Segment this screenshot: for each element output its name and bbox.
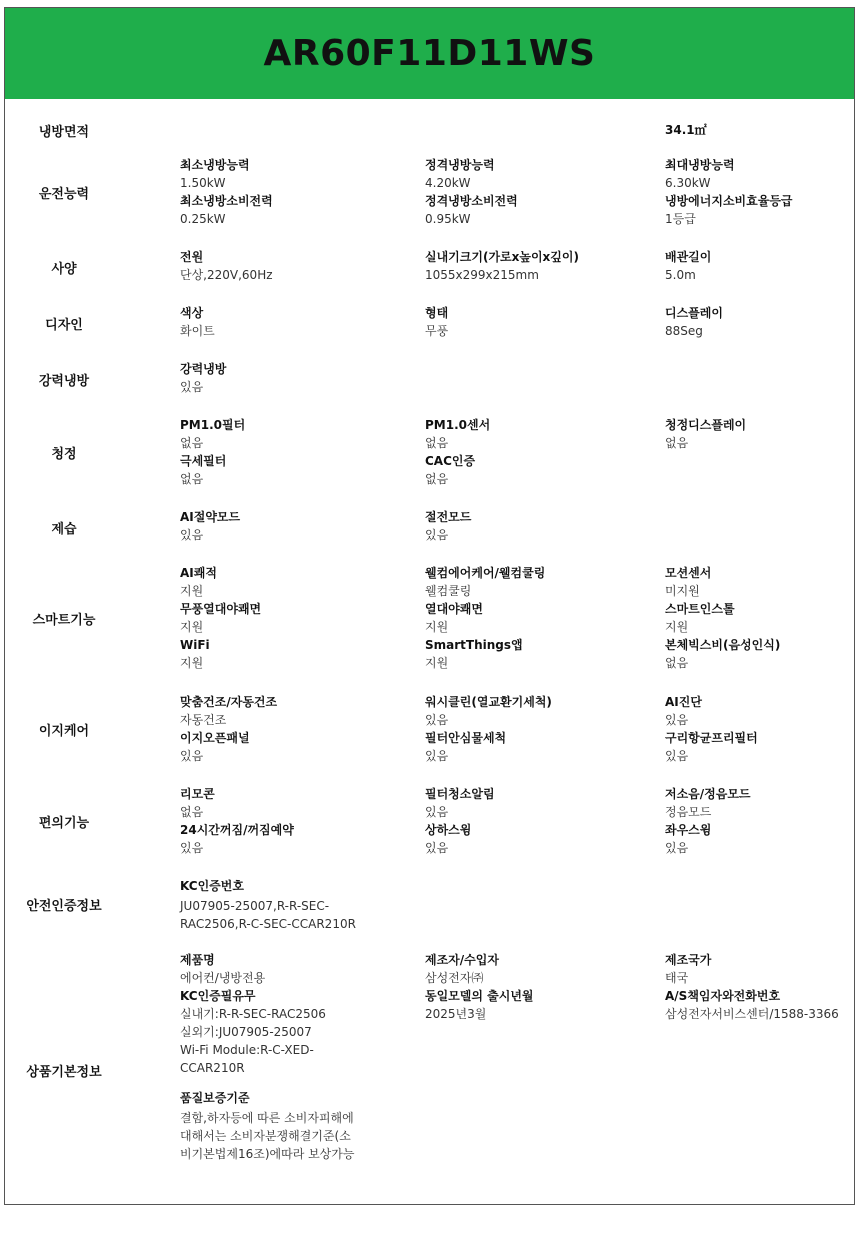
row-label: 냉방면적 [38,125,90,140]
spec-value: Wi-Fi Module:R-C-XED-CCAR210R [180,1043,314,1075]
spec-title: 극세필터 [180,454,227,468]
spec-value: 1055x299x215mm [425,268,539,282]
spec-value: 4.20kW [425,176,471,190]
spec-title: 좌우스윙 [665,823,712,837]
spec-value: 없음 [425,472,449,486]
row-label: 이지케어 [38,724,90,739]
spec-cell [180,785,380,857]
spec-title: AI절약모드 [180,510,241,524]
row-label: 사양 [51,262,77,277]
spec-value: 화이트 [180,324,215,338]
spec-cell [180,156,380,228]
spec-value: 지원 [180,656,204,670]
spec-value: 0.95kW [425,212,471,226]
spec-cell [425,508,625,544]
spec-title: 열대야쾌면 [425,602,483,616]
spec-value: 있음 [180,841,204,855]
spec-cell [665,693,851,765]
spec-cell [665,156,851,228]
spec-title: 제품명 [180,953,215,967]
spec-cell [180,564,380,672]
spec-title: 본체빅스비(음성인식) [665,638,781,652]
spec-title: 청정디스플레이 [665,418,747,432]
spec-title: 정격냉방소비전력 [425,194,518,208]
row-label: 안전인증정보 [26,899,102,914]
spec-value: 실외기:JU07905-25007 [180,1025,312,1039]
spec-title: 강력냉방 [180,362,227,376]
spec-cell [425,416,625,488]
spec-cell [180,877,380,933]
row-label: 편의기능 [38,816,90,831]
spec-value: 1등급 [665,212,696,226]
spec-cell [665,416,851,452]
row-label: 디자인 [45,318,83,333]
model-header [5,8,854,99]
spec-value: 태국 [665,971,689,985]
spec-title: PM1.0센서 [425,418,491,432]
spec-value: 0.25kW [180,212,226,226]
spec-value: 5.0m [665,268,696,282]
spec-title: 웰컴에어케어/웰컴쿨링 [425,566,546,580]
spec-cell [665,951,851,1023]
spec-value: 있음 [425,841,449,855]
row-label: 운전능력 [38,187,90,202]
spec-title: 디스플레이 [665,306,723,320]
spec-title: 구리항균프리필터 [665,731,758,745]
spec-title: CAC인증 [425,454,476,468]
spec-cell [425,248,625,284]
spec-cell [425,304,625,340]
spec-title: 최소냉방능력 [180,158,250,172]
row-label: 스마트기능 [32,613,96,628]
spec-cell [180,304,380,340]
spec-title: 저소음/정음모드 [665,787,751,801]
spec-title: 리모콘 [180,787,215,801]
spec-value: 지원 [425,656,449,670]
spec-value: 6.30kW [665,176,711,190]
spec-title: 모션센서 [665,566,712,580]
spec-title: 배관길이 [665,250,712,264]
spec-title: 워시클린(열교환기세척) [425,695,552,709]
spec-title: 정격냉방능력 [425,158,495,172]
spec-title: AI진단 [665,695,702,709]
spec-value: 정음모드 [665,805,712,819]
spec-title: 스마트인스톨 [665,602,735,616]
spec-title: 맞춤건조/자동건조 [180,695,278,709]
spec-title: 절전모드 [425,510,472,524]
spec-value: 없음 [425,436,449,450]
spec-title: 색상 [180,306,204,320]
spec-value: 2025년3월 [425,1007,487,1021]
spec-value: 무풍 [425,324,449,338]
spec-value: 지원 [665,620,689,634]
spec-title: WiFi [180,638,210,652]
row-label: 강력냉방 [38,374,90,389]
spec-cell [665,248,851,284]
spec-title: KC인증번호 [180,879,244,893]
spec-title: 실내기크기(가로x높이x깊이) [425,250,579,264]
spec-value: 없음 [180,472,204,486]
spec-title: PM1.0필터 [180,418,246,432]
spec-value: 있음 [180,528,204,542]
spec-value: 있음 [425,749,449,763]
spec-value: 있음 [425,713,449,727]
spec-title: 최소냉방소비전력 [180,194,273,208]
spec-cell [425,564,625,672]
spec-cell [180,508,380,544]
spec-title: 무풍열대야쾌면 [180,602,262,616]
spec-title: 품질보증기준 [180,1091,250,1105]
spec-value: 있음 [425,805,449,819]
spec-value: 에어컨/냉방전용 [180,971,266,985]
spec-value: 88Seg [665,324,703,338]
spec-value: 있음 [180,749,204,763]
spec-cell [180,416,380,488]
spec-value: 지원 [425,620,449,634]
spec-value: 없음 [665,656,689,670]
spec-cell [180,951,380,1163]
spec-title: 필터청소알림 [425,787,495,801]
spec-value: 자동건조 [180,713,227,727]
spec-title: SmartThings앱 [425,638,523,652]
row-label: 제습 [51,522,77,537]
spec-title: A/S책임자와전화번호 [665,989,781,1003]
spec-title: 전원 [180,250,204,264]
spec-value: 없음 [665,436,689,450]
spec-value: 결함,하자등에 따른 소비자피해에 대해서는 소비자분쟁해결기준(소비기본법제16조)에따라 보상가능 [180,1111,355,1161]
spec-cell [425,951,625,1023]
spec-title: KC인증필유무 [180,989,256,1003]
spec-value: 지원 [180,584,204,598]
spec-value: 1.50kW [180,176,226,190]
spec-title: 최대냉방능력 [665,158,735,172]
spec-cell [665,564,851,672]
spec-value: 있음 [665,841,689,855]
spec-value: 있음 [425,528,449,542]
row-label: 상품기본정보 [26,1065,102,1080]
spec-title: 24시간꺼짐/꺼짐예약 [180,823,294,837]
spec-value: 있음 [665,749,689,763]
spec-value: 삼성전자㈜ [425,971,484,985]
spec-value: 없음 [180,436,204,450]
spec-title: 제조자/수입자 [425,953,499,967]
spec-value: JU07905-25007,R-R-SEC-RAC2506,R-C-SEC-CCAR210R [180,899,356,931]
spec-cell [665,304,851,340]
spec-cell [425,785,625,857]
spec-title: 이지오픈패널 [180,731,250,745]
spec-cell [180,360,380,396]
spec-value: 미지원 [665,584,700,598]
spec-value: 없음 [180,805,204,819]
row-label: 청정 [51,447,77,462]
spec-value: 웰컴쿨링 [425,584,472,598]
spec-value: 있음 [180,380,204,394]
spec-cell [425,693,625,765]
spec-title: 냉방에너지소비효율등급 [665,194,793,208]
spec-value: 지원 [180,620,204,634]
spec-title: 제조국가 [665,953,712,967]
spec-cell [665,785,851,857]
spec-value: 있음 [665,713,689,727]
spec-title: 동일모델의 출시년월 [425,989,534,1003]
area-value: 34.1㎡ [665,123,707,137]
spec-value: 삼성전자서비스센터/1588-3366 [665,1007,839,1021]
model-title: AR60F11D11WS [263,33,596,74]
spec-title: 필터안심물세척 [425,731,507,745]
spec-value: 단상,220V,60Hz [180,268,273,282]
spec-sheet [4,7,855,1205]
spec-value: 실내기:R-R-SEC-RAC2506 [180,1007,326,1021]
spec-cell [180,693,380,765]
spec-title: 형태 [425,306,449,320]
spec-cell [425,156,625,228]
spec-title: 상하스윙 [425,823,472,837]
spec-cell [180,248,380,284]
spec-title: AI쾌적 [180,566,217,580]
